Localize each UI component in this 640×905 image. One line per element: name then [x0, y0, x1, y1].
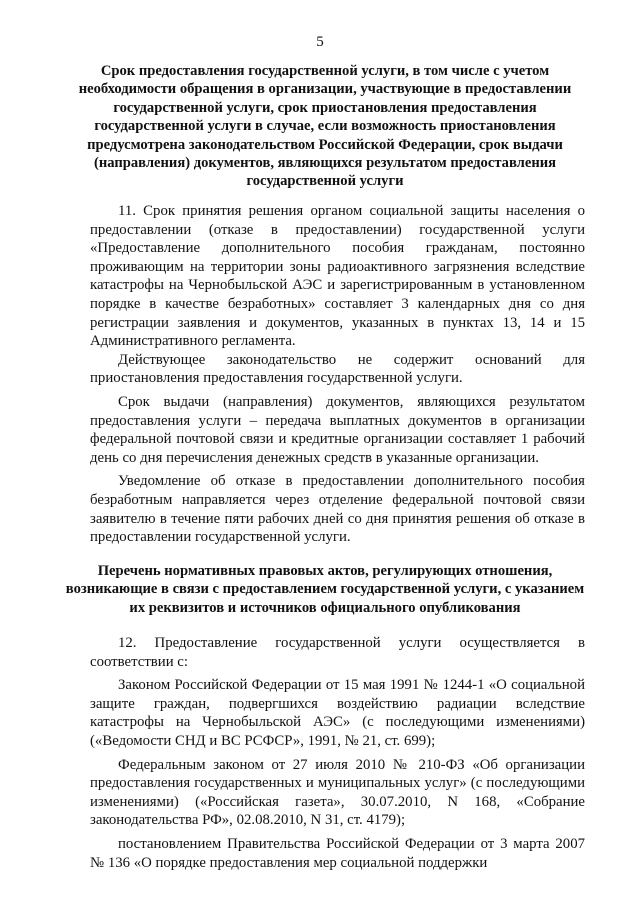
page-number: 5 [316, 34, 324, 50]
section-heading-legal-acts: Перечень нормативных правовых актов, регулирующих отношения, возникающие в связи с предоставлением государственной услуги, с указанием их реквизитов и источников официального опубликования [65, 563, 585, 616]
paragraph-11: 11. Срок принятия решения органом социальной защиты населения о предоставлении (отказе в предоставлении) государственной услуги «Предоставление дополнительного пособия гражданам, постоянно проживающим на территории зоны радиоактивного загрязнения вследствие катастрофы на Чернобыльской АЭС и зарегистрированным в установленном порядке в качестве безработных» составляет 3 календарных дня со дня регистрации заявления и документов, указанных в пунктах 13, 14 и 15 Административного регламента. [90, 203, 585, 350]
paragraph-issue-term: Срок выдачи (направления) документов, являющихся результатом предоставления услуги – передача выплатных документов в организации федеральной почтовой связи и кредитные организации составляет 1 рабочий день со дня перечисления денежных средств в указанные организации. [90, 393, 585, 466]
section-heading-terms: Срок предоставления государственной услуги, в том числе с учетом необходимости обращения в организации, участвующие в предоставлении государственной услуги, срок приостановления предоставления государственной услуги в случае, если возможность приостановления предусмотрена законодательством Российской Федерации, срок выдачи (направления) документов, являющихся результатом предоставления государственной услуги [78, 63, 572, 190]
legal-act-law-210fz: Федеральным законом от 27 июля 2010 № 210-ФЗ «Об организации предоставления государственных и муниципальных услуг» (с последующими изменениями) («Российская газета», 30.07.2010, N 168, «Собрание законодательства РФ», 02.08.2010, N 31, ст. 4179); [90, 756, 585, 829]
section-body-legal-acts [90, 634, 585, 872]
legal-act-law-1244: Законом Российской Федерации от 15 мая 1991 № 1244-1 «О социальной защите граждан, подвергшихся воздействию радиации вследствие катастрофы на Чернобыльской АЭС» (с последующими изменениями) («Ведомости СНД и ВС РСФСР», 1991, № 21, ст. 699); [90, 677, 585, 749]
paragraph-12: 12. Предоставление государственной услуги осуществляется в соответствии с: [90, 635, 585, 670]
paragraph-no-suspension: Действующее законодательство не содержит оснований для приостановления предоставления государственной услуги. [90, 351, 585, 387]
paragraph-refusal-notice: Уведомление об отказе в предоставлении дополнительного пособия безработным направляется через отделение федеральной почтовой связи заявителю в течение пяти рабочих дней со дня принятия решения об отказе в предоставлении государственной услуги. [90, 473, 585, 546]
legal-act-decree-136: постановлением Правительства Российской Федерации от 3 марта 2007 № 136 «О порядке предоставления мер социальной поддержки [90, 835, 585, 871]
section-body-terms [90, 202, 585, 547]
